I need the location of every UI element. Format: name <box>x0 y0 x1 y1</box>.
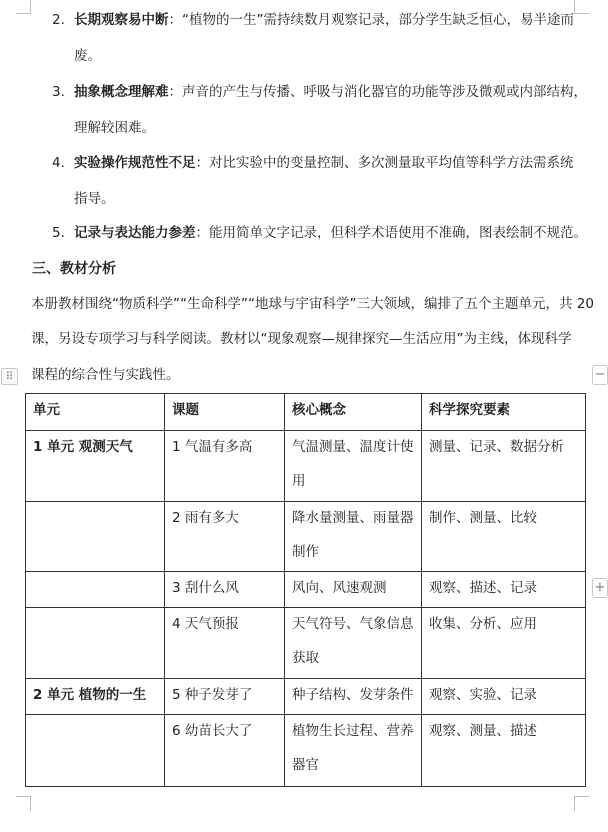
table-header-cell: 课题 <box>165 394 285 431</box>
inquiry-cell: 观察、描述、记录 <box>422 572 586 608</box>
table-add-column-button[interactable]: + <box>592 578 608 598</box>
list-item-text: 对比实验中的变量控制、多次测量取平均值等科学方法需系统 <box>209 155 574 171</box>
unit-cell: 2 单元 植物的一生 <box>26 679 165 715</box>
concept-line: 气温测量、温度计使 <box>292 439 414 455</box>
list-item-separator: ： <box>168 12 182 28</box>
list-item-title: 记录与表达能力参差 <box>74 225 196 241</box>
concept-line: 用 <box>292 473 306 489</box>
page-corner-mark <box>16 796 31 811</box>
list-item-separator: ： <box>168 84 182 100</box>
lesson-cell: 1 气温有多高 <box>165 431 285 502</box>
paragraph-line: 课程的综合性与实践性。 <box>31 367 180 383</box>
lesson-cell: 3 刮什么风 <box>165 572 285 608</box>
list-item-text: 声音的产生与传播、呼吸与消化器官的功能等涉及微观或内部结构， <box>182 84 587 100</box>
table-row <box>26 431 586 502</box>
lesson-cell: 4 天气预报 <box>165 608 285 679</box>
paragraph-line: 课，另设专项学习与科学阅读。教材以“现象观察—规律探究—生活应用”为主线，体现科学 <box>31 331 572 347</box>
concept-line: 器官 <box>292 757 319 773</box>
inquiry-cell: 观察、测量、描述 <box>422 715 586 787</box>
inquiry-cell: 测量、记录、数据分析 <box>422 431 586 502</box>
list-item-text-cont: 理解较困难。 <box>74 120 155 136</box>
list-item-separator: ： <box>195 225 209 241</box>
unit-cell <box>26 502 165 572</box>
list-item-title: 实验操作规范性不足 <box>74 155 196 171</box>
curriculum-table <box>25 393 586 787</box>
concept-line: 植物生长过程、营养 <box>292 723 414 739</box>
list-item-text-cont: 指导。 <box>74 191 115 207</box>
list-number: 4. <box>52 155 65 171</box>
concept-line: 降水量测量、雨量器 <box>292 510 414 526</box>
table-row <box>26 679 586 715</box>
table-row <box>26 502 586 572</box>
concept-cell <box>285 431 422 502</box>
table-drag-handle[interactable]: ⠿ <box>1 368 18 385</box>
concept-line: 种子结构、发芽条件 <box>292 687 414 703</box>
unit-cell <box>26 715 165 787</box>
list-item-separator: ： <box>195 155 209 171</box>
concept-line: 风向、风速观测 <box>292 580 387 596</box>
inquiry-cell: 收集、分析、应用 <box>422 608 586 679</box>
inquiry-cell: 制作、测量、比较 <box>422 502 586 572</box>
unit-cell: 1 单元 观测天气 <box>26 431 165 502</box>
table-header-cell: 科学探究要素 <box>422 394 586 431</box>
list-number: 3. <box>52 84 65 100</box>
concept-line: 天气符号、气象信息 <box>292 616 414 632</box>
lesson-cell: 6 幼苗长大了 <box>165 715 285 787</box>
list-item-text: 能用简单文字记录，但科学术语使用不准确，图表绘制不规范。 <box>209 225 587 241</box>
concept-cell <box>285 715 422 787</box>
list-number: 5. <box>52 225 65 241</box>
concept-cell <box>285 502 422 572</box>
list-number: 2. <box>52 12 65 28</box>
list-item-text-cont: 废。 <box>74 48 101 64</box>
table-row <box>26 608 586 679</box>
section-heading: 三、教材分析 <box>32 261 116 277</box>
concept-line: 制作 <box>292 544 319 560</box>
paragraph-line: 本册教材围绕“物质科学”“生命科学”“地球与宇宙科学”三大领域，编排了五个主题单元，共 20 <box>31 296 594 312</box>
page-corner-mark <box>574 796 589 811</box>
concept-line: 获取 <box>292 650 319 666</box>
list-item-text: “植物的一生”需持续数月观察记录，部分学生缺乏恒心，易半途而 <box>182 12 574 28</box>
page-corner-mark <box>16 0 31 14</box>
inquiry-cell: 观察、实验、记录 <box>422 679 586 715</box>
lesson-cell: 2 雨有多大 <box>165 502 285 572</box>
table-header-cell: 单元 <box>26 394 165 431</box>
list-item-title: 长期观察易中断 <box>74 12 169 28</box>
table-row <box>26 715 586 787</box>
list-item-title: 抽象概念理解难 <box>74 84 169 100</box>
table-header-cell: 核心概念 <box>285 394 422 431</box>
concept-cell <box>285 608 422 679</box>
unit-cell <box>26 608 165 679</box>
table-remove-column-button[interactable]: − <box>592 365 608 385</box>
lesson-cell: 5 种子发芽了 <box>165 679 285 715</box>
page-corner-mark <box>574 0 589 14</box>
concept-cell <box>285 679 422 715</box>
